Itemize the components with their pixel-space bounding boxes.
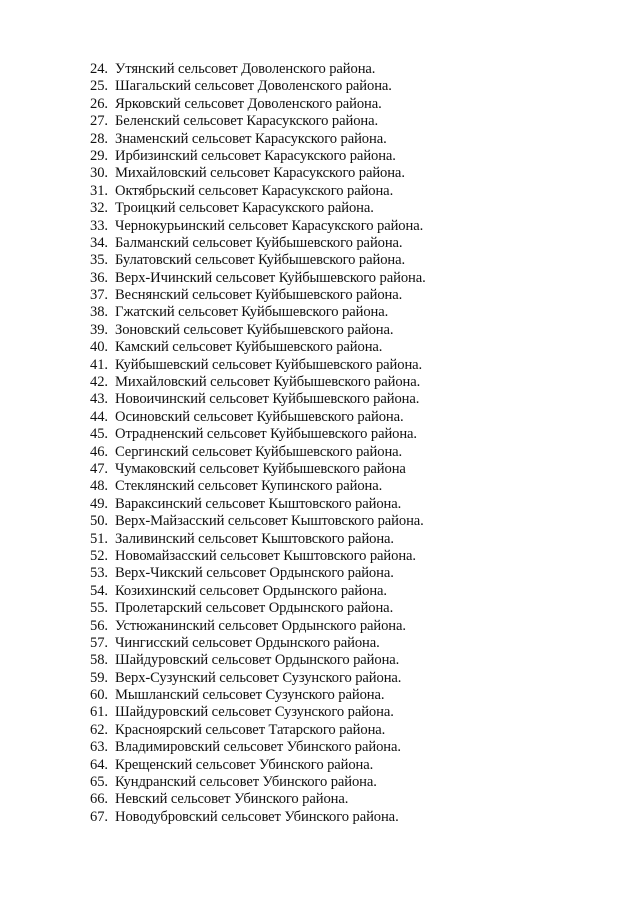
list-item-text: Веснянский сельсовет Куйбышевского района.	[115, 287, 403, 304]
list-item-text: Верх-Чикский сельсовет Ордынского района.	[115, 565, 394, 582]
list-item-text: Камский сельсовет Куйбышевского района.	[115, 339, 383, 356]
list-item	[90, 652, 426, 669]
list-item	[90, 183, 426, 200]
list-item	[90, 774, 426, 791]
list-item-text: Стеклянский сельсовет Купинского района.	[115, 478, 383, 495]
list-item	[90, 165, 426, 182]
list-item	[90, 635, 426, 652]
list-item-text: Шайдуровский сельсовет Ордынского района.	[115, 652, 400, 669]
list-item	[90, 270, 426, 287]
list-item	[90, 426, 426, 443]
list-item-text: Козихинский сельсовет Ордынского района.	[115, 582, 387, 599]
list-item-text: Зоновский сельсовет Куйбышевского района.	[115, 321, 394, 338]
list-item-text: Чингисский сельсовет Ордынского района.	[115, 634, 380, 651]
list-item-text: Балманский сельсовет Куйбышевского района.	[115, 234, 403, 251]
list-item-text: Заливинский сельсовет Кыштовского района.	[115, 530, 394, 547]
list-item	[90, 304, 426, 321]
list-item-number: 65.	[90, 774, 108, 791]
list-item	[90, 113, 426, 130]
list-item-text: Сергинский сельсовет Куйбышевского района.	[115, 443, 403, 460]
list-item-text: Красноярский сельсовет Татарского района.	[115, 721, 386, 738]
list-item-number: 28.	[90, 130, 108, 147]
list-item-text: Устюжанинский сельсовет Ордынского района.	[115, 617, 406, 634]
list-item-number: 62.	[90, 721, 108, 738]
list-item	[90, 409, 426, 426]
list-item	[90, 444, 426, 461]
list-item-text: Шагальский сельсовет Доволенского района.	[115, 78, 392, 95]
list-item	[90, 791, 426, 808]
list-item-text: Верх-Сузунский сельсовет Сузунского района.	[115, 669, 402, 686]
list-item	[90, 287, 426, 304]
list-item-text: Невский сельсовет Убинского района.	[115, 791, 349, 808]
list-item	[90, 565, 426, 582]
list-item	[90, 322, 426, 339]
list-item-text: Ярковский сельсовет Доволенского района.	[115, 95, 382, 112]
list-item	[90, 131, 426, 148]
list-item-number: 33.	[90, 217, 108, 234]
list-item-text: Вараксинский сельсовет Кыштовского района.	[115, 495, 402, 512]
list-item-number: 51.	[90, 530, 108, 547]
list-item	[90, 200, 426, 217]
list-item-number: 61.	[90, 704, 108, 721]
list-item-number: 35.	[90, 252, 108, 269]
list-item-number: 30.	[90, 165, 108, 182]
list-item	[90, 374, 426, 391]
list-item-text: Шайдуровский сельсовет Сузунского района.	[115, 704, 394, 721]
list-item	[90, 218, 426, 235]
list-item-number: 45.	[90, 426, 108, 443]
list-item-number: 32.	[90, 200, 108, 217]
list-item-text: Новоичинский сельсовет Куйбышевского района.	[115, 391, 420, 408]
list-item-number: 63.	[90, 739, 108, 756]
list-item-number: 48.	[90, 478, 108, 495]
list-item-number: 31.	[90, 182, 108, 199]
list-item	[90, 96, 426, 113]
list-item-number: 64.	[90, 756, 108, 773]
list-item-text: Михайловский сельсовет Куйбышевского района.	[115, 374, 421, 391]
list-item	[90, 687, 426, 704]
list-item-number: 40.	[90, 339, 108, 356]
list-item	[90, 339, 426, 356]
list-item	[90, 235, 426, 252]
list-item-text: Утянский сельсовет Доволенского района.	[115, 61, 376, 77]
list-item-number: 52.	[90, 547, 108, 564]
list-item-number: 27.	[90, 113, 108, 130]
list-item	[90, 548, 426, 565]
list-item-number: 47.	[90, 460, 108, 477]
list-item-text: Чумаковский сельсовет Куйбышевского района	[115, 460, 406, 477]
list-item	[90, 148, 426, 165]
list-item-text: Троицкий сельсовет Карасукского района.	[115, 200, 374, 217]
list-item-number: 56.	[90, 617, 108, 634]
list-item-text: Гжатский сельсовет Куйбышевского района.	[115, 304, 389, 321]
list-item-text: Мышланский сельсовет Сузунского района.	[115, 687, 385, 704]
list-item	[90, 722, 426, 739]
list-item-number: 43.	[90, 391, 108, 408]
list-item-number: 46.	[90, 443, 108, 460]
list-item-text: Октябрьский сельсовет Карасукского района.	[115, 182, 394, 199]
list-item	[90, 513, 426, 530]
list-item-text: Осиновский сельсовет Куйбышевского района.	[115, 408, 404, 425]
list-item-text: Пролетарский сельсовет Ордынского района.	[115, 600, 394, 617]
list-item-number: 36.	[90, 269, 108, 286]
list-item-number: 42.	[90, 374, 108, 391]
list-item-number: 54.	[90, 582, 108, 599]
list-item-text: Куйбышевский сельсовет Куйбышевского района.	[115, 356, 423, 373]
list-item	[90, 600, 426, 617]
list-item	[90, 583, 426, 600]
list-item-number: 57.	[90, 634, 108, 651]
list-item	[90, 357, 426, 374]
list-item-number: 44.	[90, 408, 108, 425]
list-item-number: 38.	[90, 304, 108, 321]
list-item-number: 26.	[90, 95, 108, 112]
list-item	[90, 496, 426, 513]
list-item-number: 53.	[90, 565, 108, 582]
list-item-text: Знаменский сельсовет Карасукского района.	[115, 130, 387, 147]
list-item-number: 25.	[90, 78, 108, 95]
list-item-text: Крещенский сельсовет Убинского района.	[115, 756, 374, 773]
list-item-text: Отрадненский сельсовет Куйбышевского района.	[115, 426, 417, 443]
list-item-number: 29.	[90, 147, 108, 164]
list-item-number: 24.	[90, 61, 108, 77]
list-item-number: 67.	[90, 808, 108, 825]
list-item	[90, 531, 426, 548]
list-item-text: Верх-Майзасский сельсовет Кыштовского района.	[115, 513, 424, 530]
list-item-number: 49.	[90, 495, 108, 512]
list-item	[90, 739, 426, 756]
list-item-text: Верх-Ичинский сельсовет Куйбышевского района.	[115, 269, 426, 286]
list-item-number: 37.	[90, 287, 108, 304]
list-item	[90, 670, 426, 687]
list-item-text: Новомайзасский сельсовет Кыштовского района.	[115, 547, 416, 564]
list-item-text: Ирбизинский сельсовет Карасукского района.	[115, 147, 396, 164]
list-item	[90, 61, 426, 78]
list-item-number: 55.	[90, 600, 108, 617]
list-item-text: Кундранский сельсовет Убинского района.	[115, 774, 377, 791]
list-item-text: Владимировский сельсовет Убинского района.	[115, 739, 401, 756]
list-item-text: Булатовский сельсовет Куйбышевского района.	[115, 252, 406, 269]
list-item	[90, 618, 426, 635]
list-item-number: 60.	[90, 687, 108, 704]
list-item-number: 66.	[90, 791, 108, 808]
list-item	[90, 704, 426, 721]
list-item-number: 39.	[90, 321, 108, 338]
list-item-number: 34.	[90, 234, 108, 251]
list-item	[90, 478, 426, 495]
numbered-list	[90, 61, 426, 826]
list-item	[90, 809, 426, 826]
list-item-number: 58.	[90, 652, 108, 669]
list-item	[90, 757, 426, 774]
list-item-text: Новодубровский сельсовет Убинского района.	[115, 808, 399, 825]
list-item-text: Чернокурьинский сельсовет Карасукского района.	[115, 217, 424, 234]
list-item-text: Беленский сельсовет Карасукского района.	[115, 113, 379, 130]
list-item	[90, 391, 426, 408]
list-item-text: Михайловский сельсовет Карасукского района.	[115, 165, 405, 182]
list-item-number: 41.	[90, 356, 108, 373]
list-item-number: 59.	[90, 669, 108, 686]
list-item	[90, 252, 426, 269]
list-item	[90, 78, 426, 95]
list-item	[90, 461, 426, 478]
list-item-number: 50.	[90, 513, 108, 530]
